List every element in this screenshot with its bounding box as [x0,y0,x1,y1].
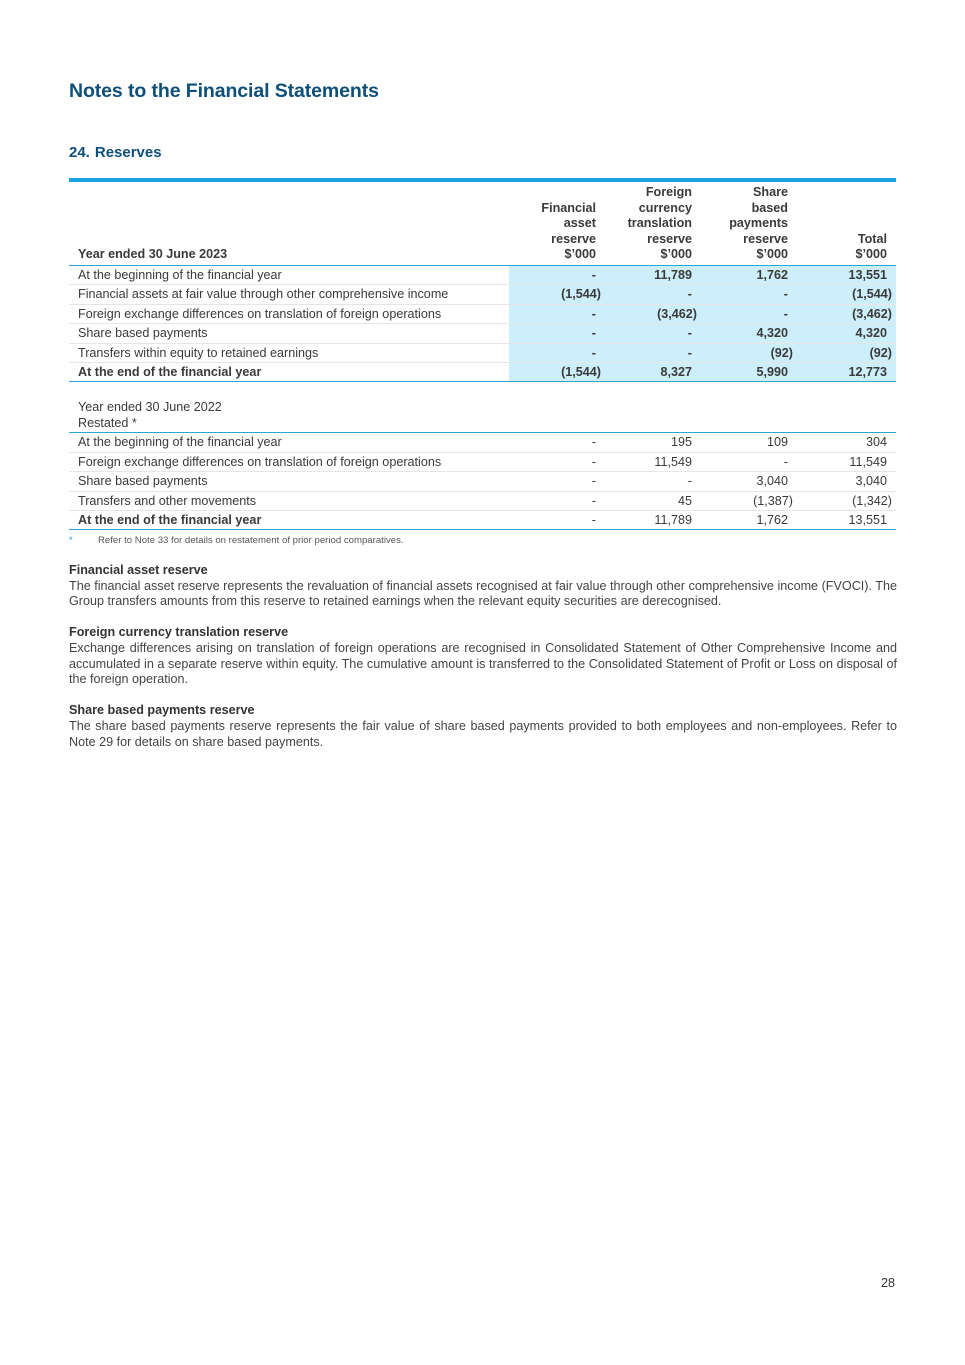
cell-financial-asset: - [509,491,605,510]
note-foreign-currency-translation-reserve [69,625,897,687]
section-name: Reserves [94,144,162,161]
note-body: Exchange differences arising on translation of foreign operations are recognised in Consolidated Statement of Other Comprehensive Income and accumulated in a separate reserve within equity. The cumulative amount is transferred to the Consolidated Statement of Profit or Loss on disposal of the foreign operation. [69,640,897,687]
cell-financial-asset: - [509,343,605,362]
header-foreign-currency-translation-reserve: Foreign currency translation reserve $’000 [627,185,692,262]
reserve-notes [69,563,897,766]
footnote-marker: * [69,535,73,546]
cell-share-based: (1,387) [701,491,797,510]
cell-financial-asset: - [509,472,605,491]
table-row [69,265,896,284]
table-row [69,472,896,491]
table-header-row [69,182,896,265]
cell-financial-asset: - [509,452,605,471]
page-title: Notes to the Financial Statements [69,80,379,102]
cell-financial-asset: - [509,433,605,452]
row-label: At the beginning of the financial year [69,265,509,284]
note-financial-asset-reserve [69,563,897,610]
page-number: 28 [881,1276,896,1290]
cell-foreign-currency: 195 [605,433,701,452]
table-row [69,491,896,510]
cell-total: (3,462) [797,304,896,323]
cell-share-based: - [701,285,797,304]
row-label: At the end of the financial year [69,363,509,382]
header-financial-asset-reserve: Financial asset reserve $’000 [541,200,596,262]
row-label: Foreign exchange differences on translation of foreign operations [69,452,509,471]
header-total: Total $’000 [855,231,887,262]
table-footnote [69,535,404,546]
cell-total: 13,551 [797,511,896,530]
row-label: At the end of the financial year [69,511,509,530]
table-row [69,433,896,452]
cell-financial-asset: (1,544) [509,285,605,304]
footnote-text: Refer to Note 33 for details on restatement of prior period comparatives. [98,535,404,546]
cell-financial-asset: (1,544) [509,363,605,382]
header-year-2023: Year ended 30 June 2023 [78,247,228,262]
cell-foreign-currency: 11,789 [605,511,701,530]
reserves-table [69,182,896,530]
cell-financial-asset: - [509,265,605,284]
prior-year-heading-row [69,382,896,433]
cell-total: 304 [797,433,896,452]
table-row [69,285,896,304]
note-heading: Foreign currency translation reserve [69,625,289,640]
row-label: At the beginning of the financial year [69,433,509,452]
table-row [69,324,896,343]
note-body: The financial asset reserve represents the revaluation of financial assets recognised at fair value through other comprehensive income (FVOCI). The Group transfers amounts from this reserve to retained earnings when the relevant equity securities are derecognised. [69,578,897,609]
row-label: Financial assets at fair value through other comprehensive income [69,285,509,304]
cell-foreign-currency: - [605,472,701,491]
reserves-table-container [69,178,896,530]
table-row [69,452,896,471]
prior-year-heading: Year ended 30 June 2022 Restated * [69,382,896,433]
cell-share-based: 4,320 [701,324,797,343]
header-share-based-payments-reserve: Share based payments reserve $’000 [729,185,788,262]
cell-total: 4,320 [797,324,896,343]
cell-financial-asset: - [509,324,605,343]
cell-total: 11,549 [797,452,896,471]
cell-share-based: - [701,304,797,323]
cell-financial-asset: - [509,304,605,323]
cell-foreign-currency: 45 [605,491,701,510]
row-label: Transfers and other movements [69,491,509,510]
note-share-based-payments-reserve [69,703,897,750]
row-label: Share based payments [69,472,509,491]
cell-foreign-currency: 11,549 [605,452,701,471]
row-label: Transfers within equity to retained earnings [69,343,509,362]
cell-total: (92) [797,343,896,362]
cell-share-based: 3,040 [701,472,797,491]
cell-foreign-currency: (3,462) [605,304,701,323]
cell-share-based: - [701,452,797,471]
table-row [69,304,896,323]
row-label: Foreign exchange differences on translation of foreign operations [69,304,509,323]
cell-share-based: 1,762 [701,511,797,530]
total-row-2023 [69,363,896,382]
cell-foreign-currency: 11,789 [605,265,701,284]
cell-total: 3,040 [797,472,896,491]
section-number: 24. [69,144,90,161]
cell-total: (1,342) [797,491,896,510]
section-title [69,144,162,161]
cell-share-based: 5,990 [701,363,797,382]
cell-total: 13,551 [797,265,896,284]
cell-share-based: 109 [701,433,797,452]
note-body: The share based payments reserve represents the fair value of share based payments provided to both employees and non-employees. Refer to Note 29 for details on share based payments. [69,718,897,749]
cell-foreign-currency: - [605,343,701,362]
cell-total: 12,773 [797,363,896,382]
note-heading: Financial asset reserve [69,563,208,577]
row-label: Share based payments [69,324,509,343]
cell-total: (1,544) [797,285,896,304]
cell-financial-asset: - [509,511,605,530]
cell-share-based: (92) [701,343,797,362]
cell-foreign-currency: - [605,285,701,304]
cell-foreign-currency: - [605,324,701,343]
cell-share-based: 1,762 [701,265,797,284]
cell-foreign-currency: 8,327 [605,363,701,382]
table-row [69,343,896,362]
total-row-2022 [69,511,896,530]
note-heading: Share based payments reserve [69,703,255,718]
